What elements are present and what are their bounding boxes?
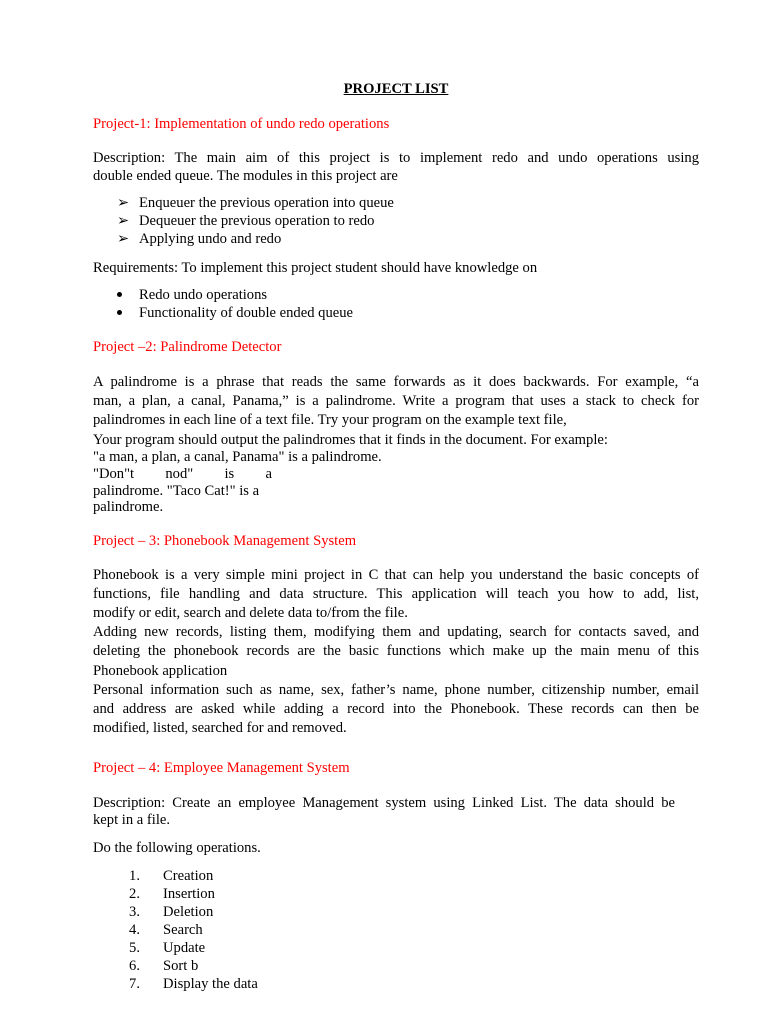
operation-text: Search [163,922,203,938]
requirement-item-text: Redo undo operations [139,287,268,303]
project-4-description-line-2: kept in a file. [93,812,170,828]
operation-number: 1. [129,868,140,884]
module-item-text: Dequeuer the previous operation to redo [139,213,375,229]
bullet-icon [117,310,122,315]
project-4-description-line-1: Description: Create an employee Management system using Linked List. The data should be [93,795,675,811]
operation-number: 3. [129,904,140,920]
project-2-line-3: palindromes in each line of a text file. Try your program on the example text file, [93,412,567,428]
project-2-example-3: palindrome. "Taco Cat!" is a [93,483,260,499]
project-3-heading: Project – 3: Phonebook Management System [93,533,357,549]
arrow-bullet-icon: ➢ [117,231,130,247]
requirement-list-item [117,304,417,322]
project-1-description-line-1: Description: The main aim of this project is to implement redo and undo operations using [93,150,699,166]
requirement-list-item [117,286,417,304]
project-3-line-7: Personal information such as name, sex, father’s name, phone number, citizenship number, email [93,682,699,698]
project-1-requirements: Requirements: To implement this project student should have knowledge on [93,260,538,276]
project-3-line-3: modify or edit, search and delete data to/from the file. [93,605,408,621]
project-3-line-8: and address are asked while adding a record into the Phonebook. These records can then be [93,701,699,717]
project-2-example-2: "Don"t nod" is a [93,466,272,482]
project-2-line-1: A palindrome is a phrase that reads the same forwards as it does backwards. For example, “a [93,374,699,390]
arrow-bullet-icon: ➢ [117,213,130,229]
project-3-line-6: Phonebook application [93,663,228,679]
project-3-line-1: Phonebook is a very simple mini project in C that can help you understand the basic concepts of [93,567,699,583]
project-3-line-9: modified, listed, searched for and removed. [93,720,347,736]
project-2-heading: Project –2: Palindrome Detector [93,339,282,355]
project-3-line-5: deleting the phonebook records are the basic functions which make up the main menu of this [93,643,699,659]
operation-text: Insertion [163,886,215,902]
operation-text: Deletion [163,904,214,920]
module-item-text: Enqueuer the previous operation into queue [139,195,394,211]
bullet-icon [117,292,122,297]
operation-text: Update [163,940,206,956]
module-item-text: Applying undo and redo [139,231,282,247]
operation-number: 2. [129,886,140,902]
requirement-item-text: Functionality of double ended queue [139,305,353,321]
project-1-heading: Project-1: Implementation of undo redo operations [93,116,390,132]
project-3-line-4: Adding new records, listing them, modifying them and updating, search for contacts saved, and [93,624,699,640]
project-4-heading: Project – 4: Employee Management System [93,760,350,776]
project-2-example-4: palindrome. [93,499,164,515]
project-2-line-2: man, a plan, a canal, Panama,” is a palindrome. Write a program that uses a stack to check for [93,393,699,409]
project-3-line-2: functions, file handling and data structure. This application will teach you how to add, list, [93,586,699,602]
operation-number: 4. [129,922,140,938]
project-4-operations-intro: Do the following operations. [93,840,261,856]
operation-number: 6. [129,958,140,974]
project-1-description-line-2: double ended queue. The modules in this project are [93,168,398,184]
arrow-bullet-icon: ➢ [117,195,130,211]
operation-number: 5. [129,940,140,956]
operation-text: Display the data [163,976,258,992]
operation-text: Sort b [163,958,199,974]
project-2-line-4: Your program should output the palindromes that it finds in the document. For example: [93,432,608,448]
operation-number: 7. [129,976,140,992]
page-title: PROJECT LIST [343,81,449,97]
project-2-example-1: "a man, a plan, a canal, Panama" is a palindrome. [93,449,382,465]
operation-text: Creation [163,868,214,884]
